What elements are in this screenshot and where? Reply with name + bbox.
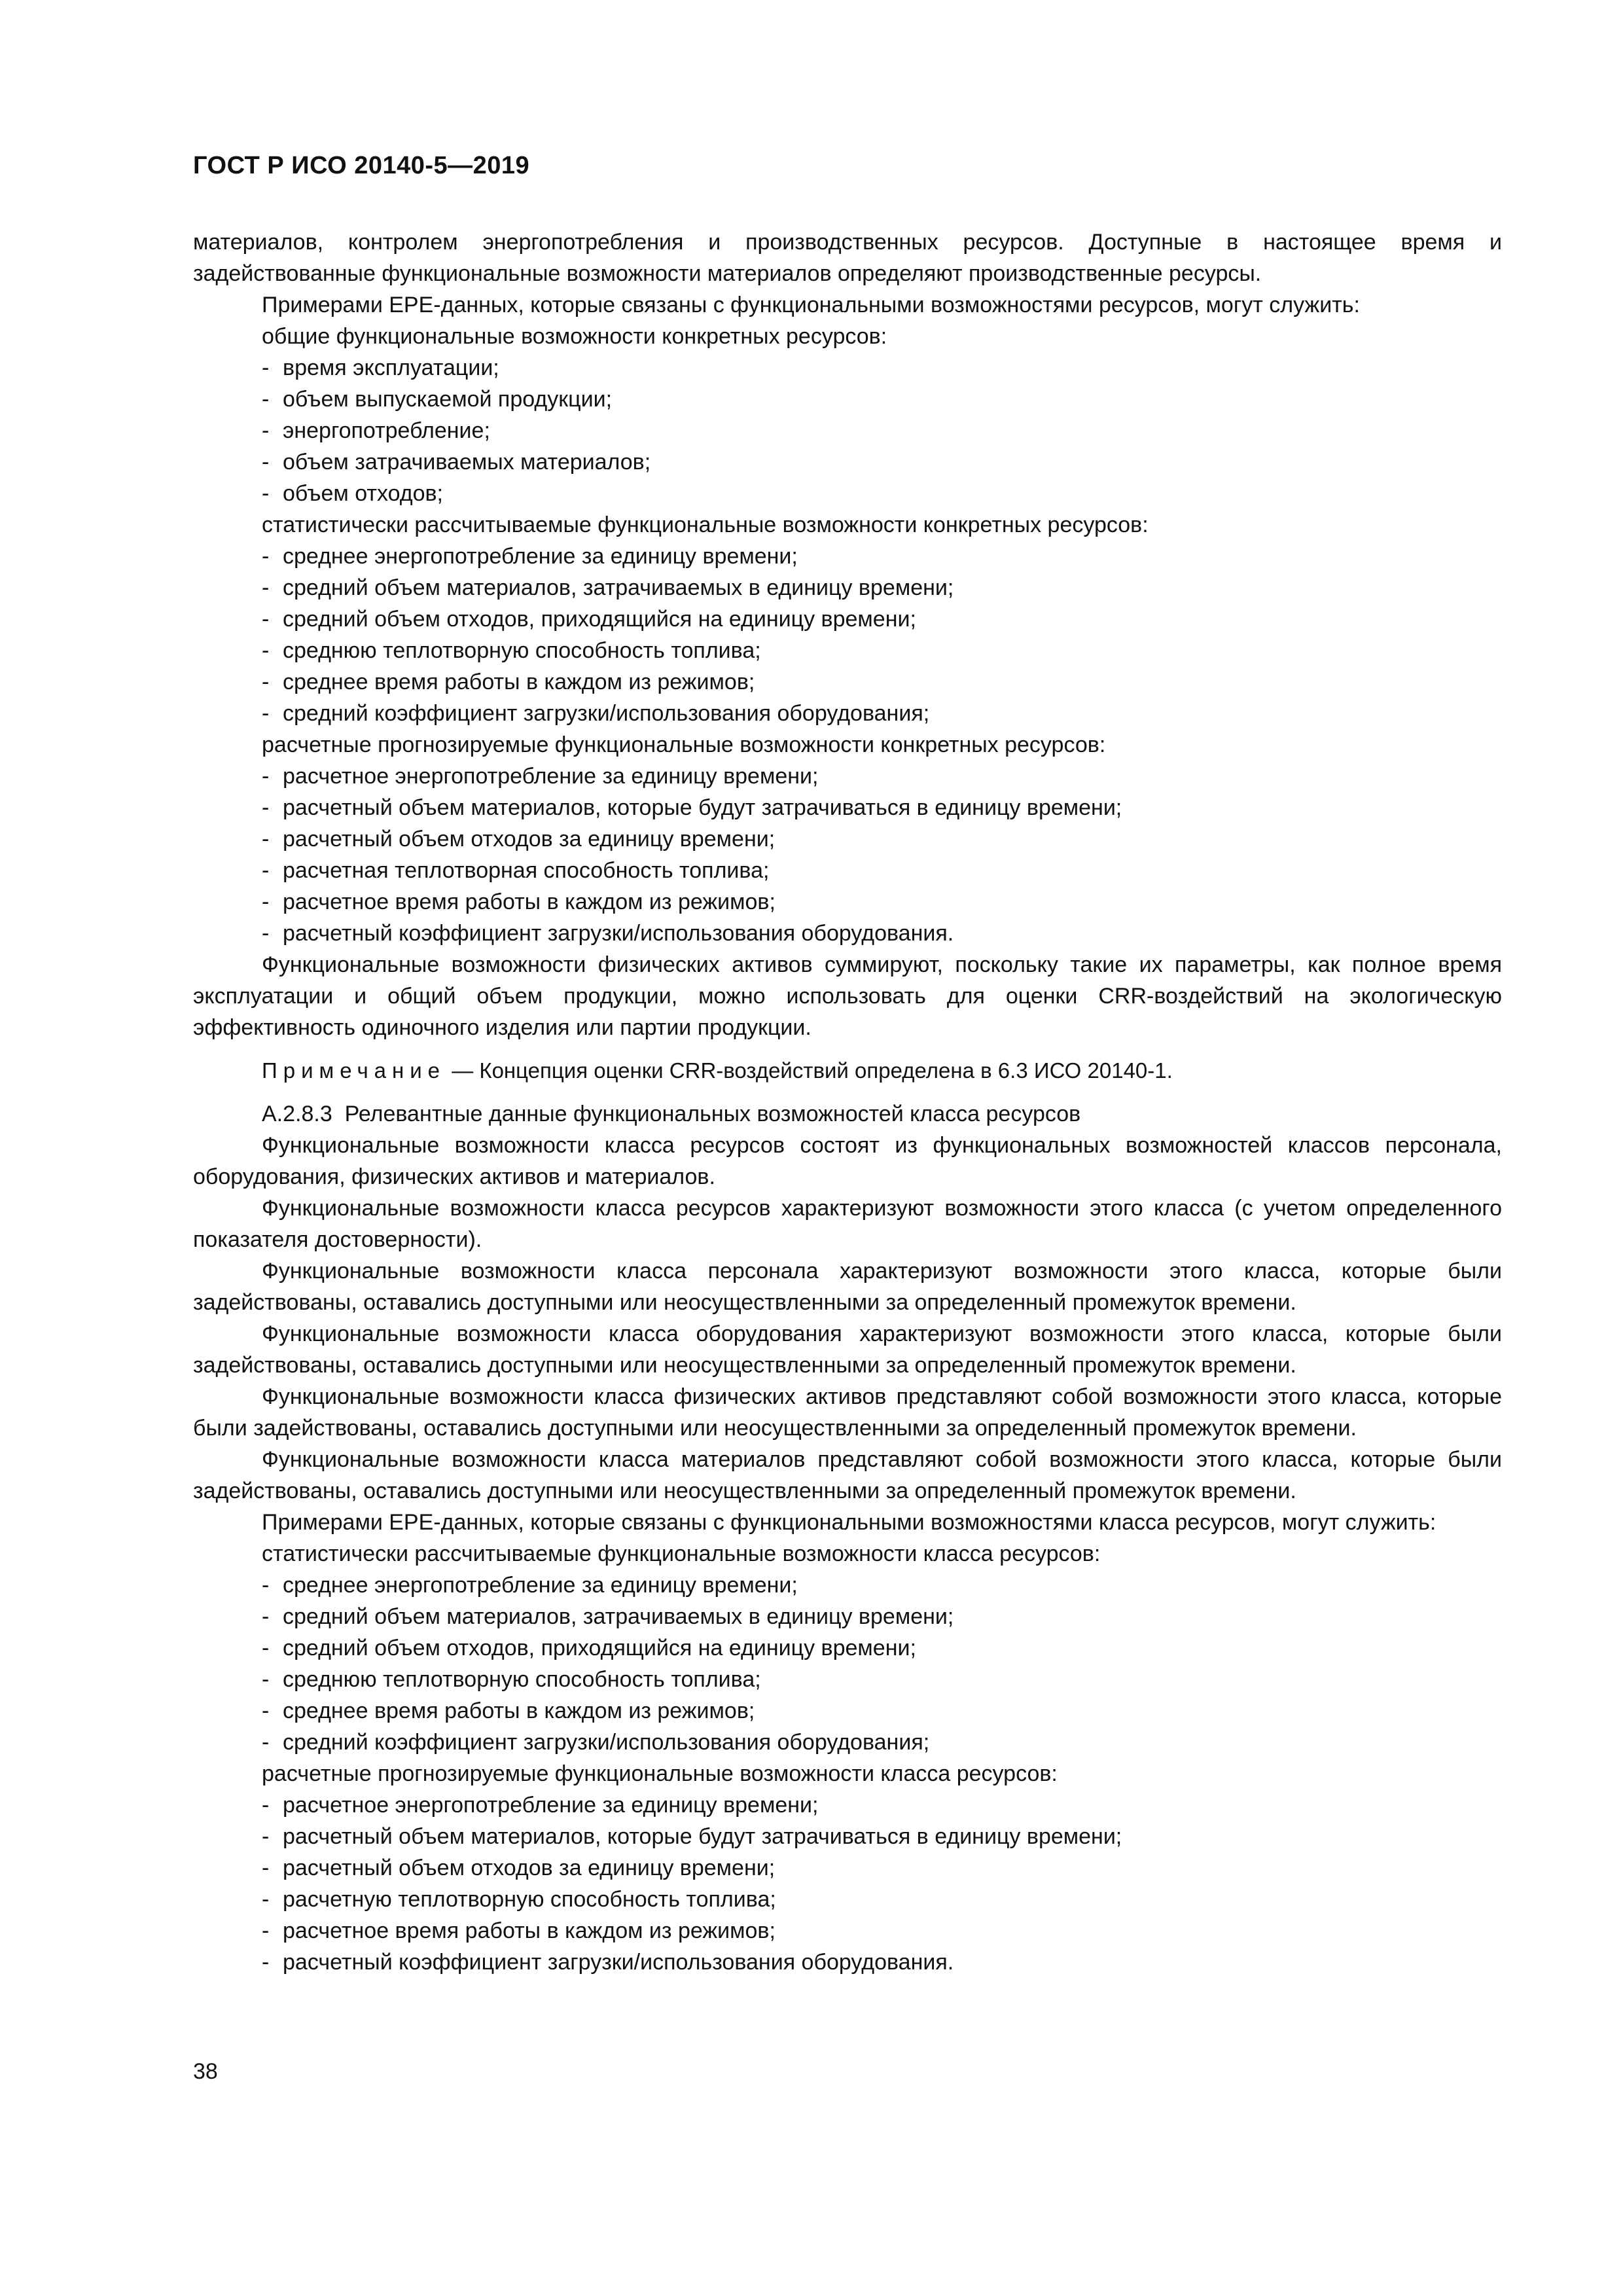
note-text: — Концепция оценки CRR-воздействий определена в 6.3 ИСО 20140-1.: [452, 1058, 1173, 1083]
list-lead: статистически рассчитываемые функциональные возможности конкретных ресурсов:: [262, 512, 1149, 537]
list-item: - энергопотребление;: [262, 418, 490, 443]
note: [193, 1055, 1502, 1086]
list-item: - расчетное время работы в каждом из режимов;: [262, 1918, 776, 1943]
list-item: - среднее время работы в каждом из режимов;: [262, 670, 755, 694]
document-header: ГОСТ Р ИСО 20140-5—2019: [193, 152, 530, 179]
list-item: - расчетное время работы в каждом из режимов;: [262, 889, 776, 914]
list-item: - время эксплуатации;: [262, 355, 499, 380]
list-lead: расчетные прогнозируемые функциональные возможности конкретных ресурсов:: [262, 732, 1106, 757]
list-item: - объем отходов;: [262, 481, 444, 506]
paragraph: материалов, контролем энергопотребления и производственных ресурсов. Доступные в настоящее время и задействованные функциональные возможности материалов определяют производственные ресурсы.: [193, 230, 1502, 286]
paragraph: Функциональные возможности физических активов суммируют, поскольку такие их параметры, как полное время эксплуатации и общий объем продукции, можно использовать для оценки CRR-воздействий на экологическую эффективность одиночного изделия или партии продукции.: [193, 952, 1502, 1040]
list-item: - расчетный коэффициент загрузки/использования оборудования.: [262, 1950, 954, 1975]
paragraph: Функциональные возможности класса ресурсов состоят из функциональных возможностей классов персонала, оборудования, физических активов и материалов.: [193, 1133, 1502, 1189]
section-number: А.2.8.3: [262, 1102, 332, 1126]
list-item: - средний объем материалов, затрачиваемых в единицу времени;: [262, 1604, 954, 1629]
list-item: - расчетный объем материалов, которые будут затрачиваться в единицу времени;: [262, 795, 1122, 820]
section-heading: [193, 1098, 1502, 1130]
list-item: - среднее время работы в каждом из режимов;: [262, 1698, 755, 1723]
list-item: - расчетный коэффициент загрузки/использования оборудования.: [262, 921, 954, 946]
list-item: - расчетное энергопотребление за единицу времени;: [262, 1793, 819, 1818]
list-item: - объем затрачиваемых материалов;: [262, 450, 651, 475]
document-body: [193, 226, 1502, 1978]
list-item: - расчетная теплотворная способность топлива;: [262, 858, 770, 883]
list-item: - средний объем материалов, затрачиваемых в единицу времени;: [262, 575, 954, 600]
section-title: Релевантные данные функциональных возможностей класса ресурсов: [344, 1102, 1081, 1126]
page-number: 38: [193, 2059, 218, 2084]
list-item: - объем выпускаемой продукции;: [262, 387, 613, 412]
list-item: - расчетный объем материалов, которые будут затрачиваться в единицу времени;: [262, 1824, 1122, 1849]
list-item: - расчетный объем отходов за единицу времени;: [262, 827, 776, 852]
list-item: - средний коэффициент загрузки/использования оборудования;: [262, 701, 930, 726]
list-item: - средний объем отходов, приходящийся на единицу времени;: [262, 1636, 916, 1660]
list-item: - среднюю теплотворную способность топлива;: [262, 1667, 761, 1692]
paragraph: Функциональные возможности класса материалов представляют собой возможности этого класса, которые были задействованы, оставались доступными или неосуществленными за определенный промежуток времени.: [193, 1447, 1502, 1503]
paragraph: Функциональные возможности класса физических активов представляют собой возможности этого класса, которые были задействованы, оставались доступными или неосуществленными за определенный промежуток времени.: [193, 1384, 1502, 1441]
list-item: - расчетный объем отходов за единицу времени;: [262, 1856, 776, 1880]
list-item: - среднюю теплотворную способность топлива;: [262, 638, 761, 663]
list-item: - расчетную теплотворную способность топлива;: [262, 1887, 776, 1912]
list-item: - расчетное энергопотребление за единицу времени;: [262, 764, 819, 789]
list-item: - среднее энергопотребление за единицу времени;: [262, 544, 798, 569]
paragraph: Примерами EPE-данных, которые связаны с функциональными возможностями класса ресурсов, могут служить:: [262, 1510, 1436, 1535]
list-lead: статистически рассчитываемые функциональные возможности класса ресурсов:: [262, 1541, 1101, 1566]
list-lead: общие функциональные возможности конкретных ресурсов:: [262, 324, 887, 349]
note-label: Примечание: [262, 1058, 446, 1083]
paragraph: Функциональные возможности класса оборудования характеризуют возможности этого класса, которые были задействованы, оставались доступными или неосуществленными за определенный промежуток времени.: [193, 1321, 1502, 1378]
list-item: - средний коэффициент загрузки/использования оборудования;: [262, 1730, 930, 1755]
list-lead: расчетные прогнозируемые функциональные возможности класса ресурсов:: [262, 1761, 1058, 1786]
paragraph: Примерами EPE-данных, которые связаны с функциональными возможностями ресурсов, могут служить:: [262, 293, 1360, 317]
paragraph: Функциональные возможности класса персонала характеризуют возможности этого класса, которые были задействованы, оставались доступными или неосуществленными за определенный промежуток времени.: [193, 1259, 1502, 1315]
paragraph: Функциональные возможности класса ресурсов характеризуют возможности этого класса (с учетом определенного показателя достоверности).: [193, 1196, 1502, 1252]
list-item: - среднее энергопотребление за единицу времени;: [262, 1573, 798, 1598]
list-item: - средний объем отходов, приходящийся на единицу времени;: [262, 607, 916, 632]
